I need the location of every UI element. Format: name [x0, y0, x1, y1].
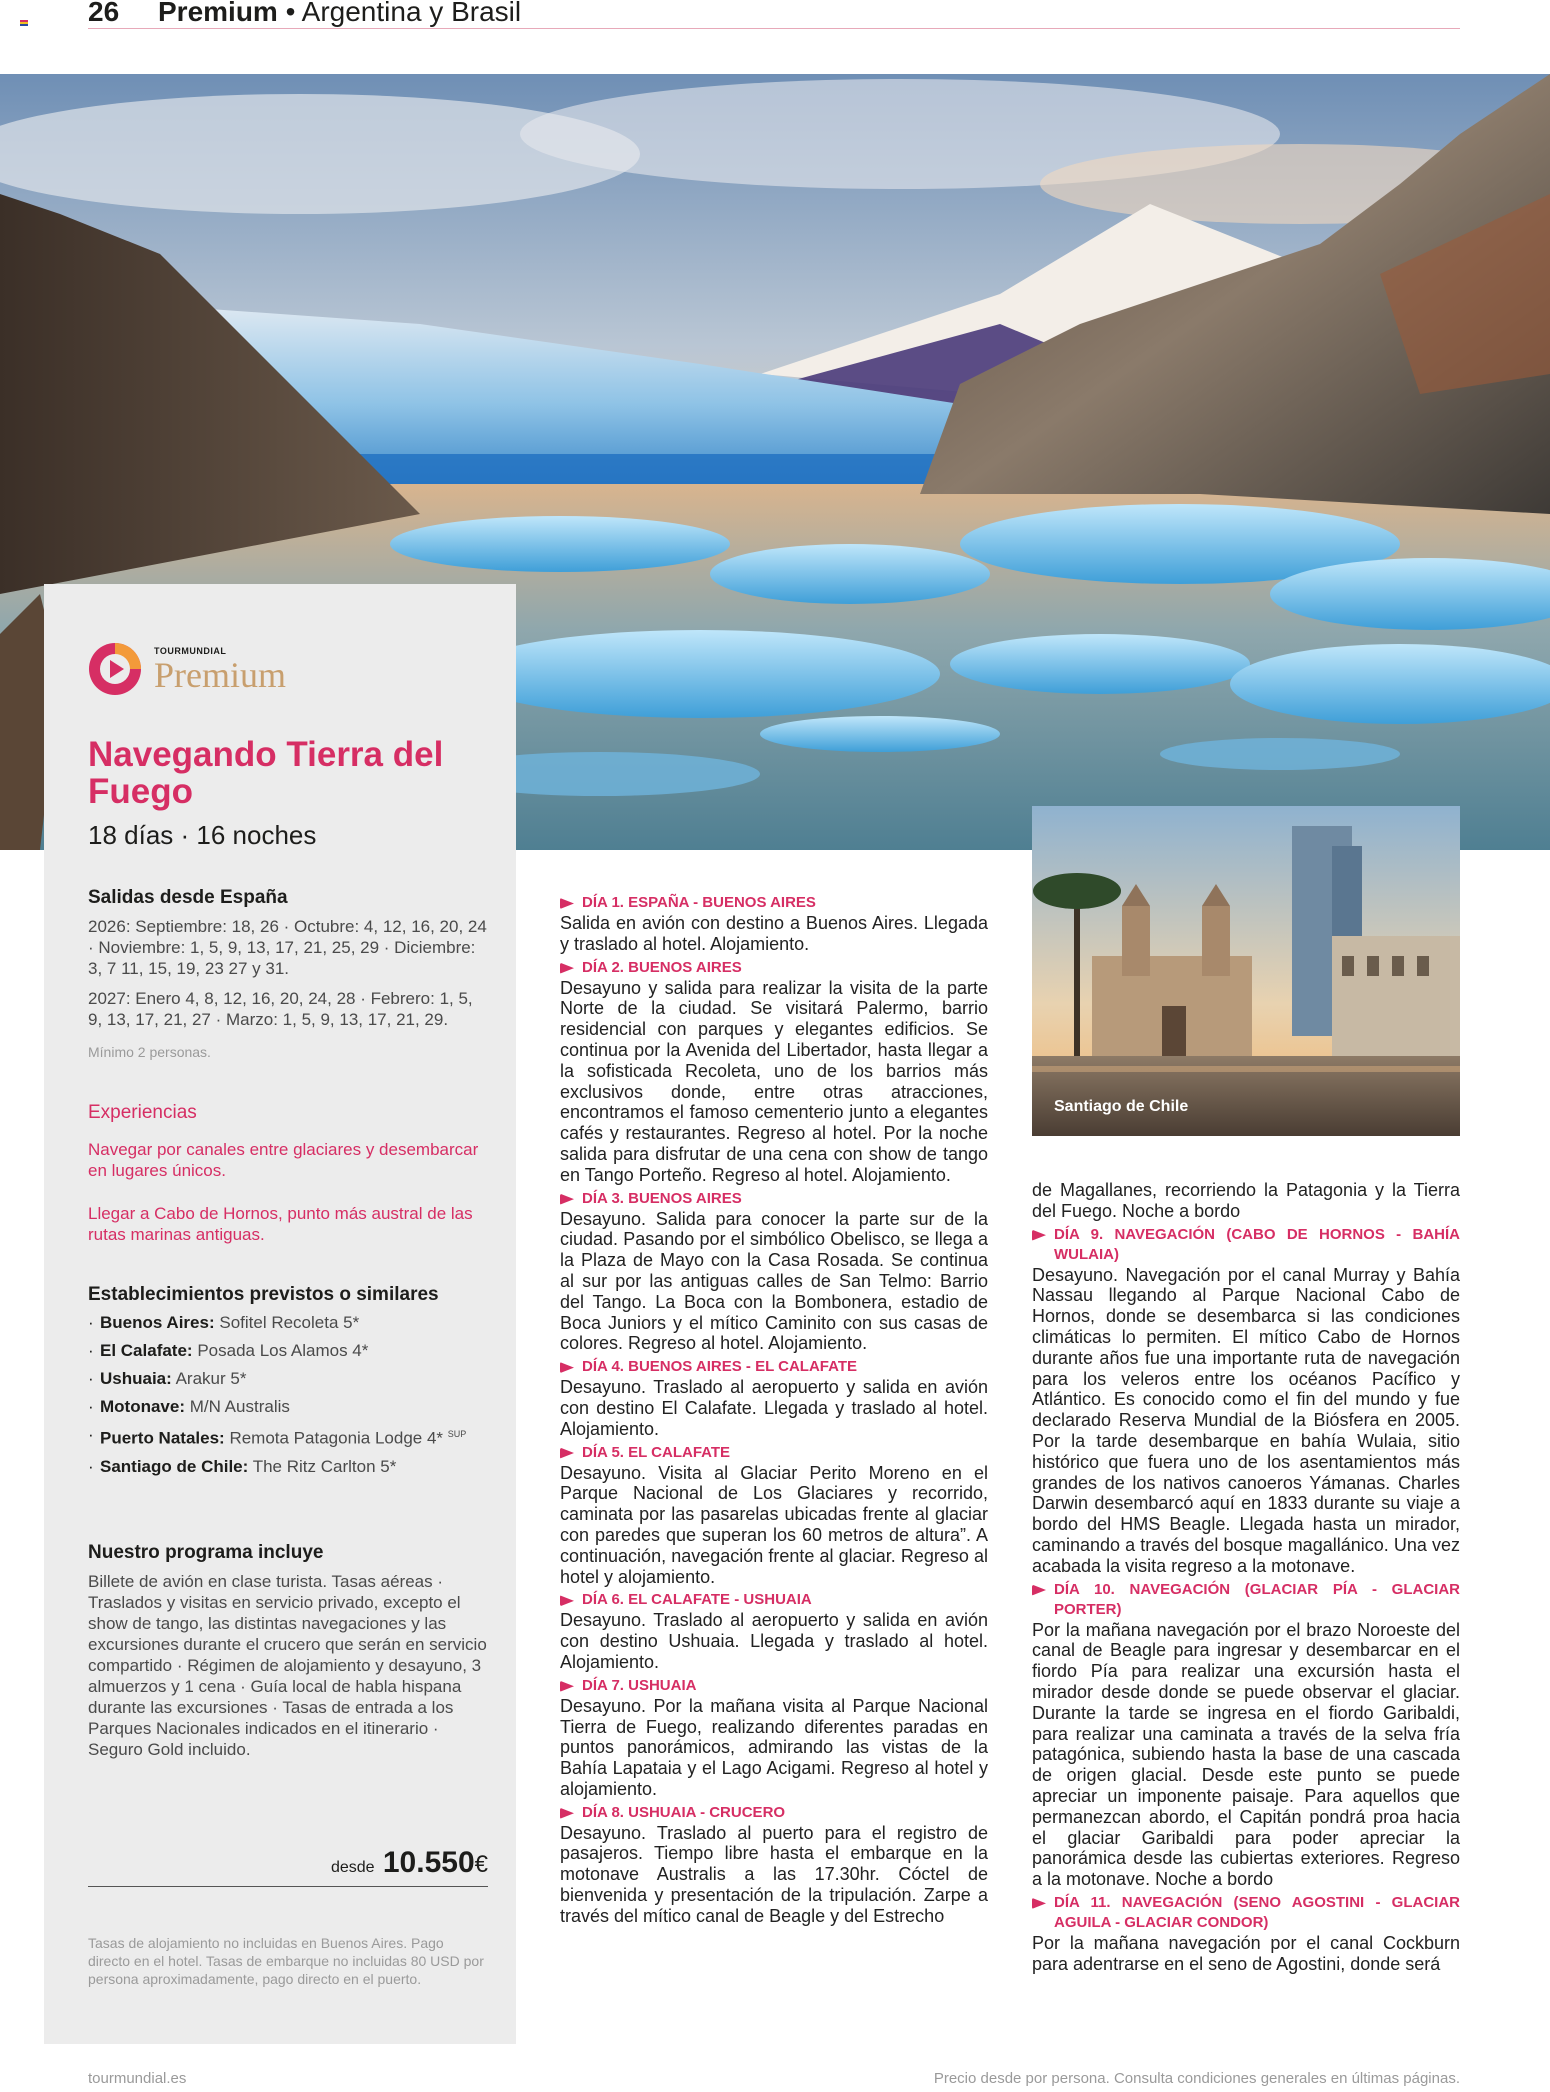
- day-title: [560, 1443, 988, 1463]
- experience-item: Navegar por canales entre glaciares y desembarcar en lugares únicos.: [88, 1140, 479, 1180]
- day-text: Por la mañana navegación por el brazo Noroeste del canal de Beagle para ingresar y desembarcar en el fiordo Pía para realizar una excursión hasta el mirador desde donde se puede observar el glaciar. Durante la tarde se ingresa en el fiordo Garibaldi, para realizar una caminata a través de la selva fría patagónica, subiendo hasta la base de una cascada de origen glacial. Desde este punto se puede apreciar un imponente paisaje. Para aquellos que permanezcan abordo, el Capitán pondrá proa hacia el glaciar Garibaldi para poder apreciar la panorámica desde las cubiertas exteriores. Regreso a la motonave. Noche a bordo: [1032, 1619, 1460, 1890]
- day-text: Desayuno. Traslado al aeropuerto y salida en avión con destino Ushuaia. Llegada y traslado al hotel. Alojamiento.: [560, 1610, 988, 1672]
- trip-duration: 18 días · 16 noches: [88, 820, 317, 850]
- day-text: de Magallanes, recorriendo la Patagonia y la Tierra del Fuego. Noche a bordo: [1032, 1180, 1460, 1221]
- price-from: desde: [330, 1859, 375, 1876]
- itinerary-column-1: [560, 890, 988, 1929]
- hotel-name: Remota Patagonia Lodge 4*: [229, 1428, 444, 1448]
- itinerary-day: [560, 893, 988, 955]
- photo-caption: Santiago de Chile: [1054, 1098, 1189, 1115]
- hotel-city: Buenos Aires:: [100, 1313, 215, 1332]
- day-title: [560, 1357, 988, 1377]
- day-title: [560, 1803, 988, 1823]
- day-text: Desayuno y salida para realizar la visita de la parte Norte de la ciudad. Se visitará Palermo, barrio residencial con parques y elegantes edificios. Se continua por la Avenida del Libertador, hasta llegar a la sofisticada Recoleta, uno de los barrios más exclusivos donde, entre otras atracciones, encontramos el famoso cementerio junto a elegantes cafés y restaurantes. Regreso al hotel. Por la noche salida para disfrutar de una cena con show de tango en Tango Porteño. Regreso al hotel. Alojamiento.: [560, 977, 988, 1185]
- day-text: Desayuno. Traslado al puerto para el registro de pasajeros. Tiempo libre hasta el embarque en la motonave Australis a las 17.30hr. Cóctel de bienvenida y presentación de la tripulación. Zarpe a través del mítico canal de Beagle y del Estrecho: [560, 1822, 988, 1926]
- header-separator: •: [285, 0, 296, 27]
- day-title-text: DÍA 3. BUENOS AIRES: [582, 1189, 742, 1207]
- hotel-name: Posada Los Alamos 4*: [197, 1341, 369, 1360]
- day-title: [560, 1676, 988, 1696]
- departures-2026: 2026: Septiembre: 18, 26 · Octubre: 4, 12, 16, 20, 24 · Noviembre: 1, 5, 9, 13, 17, 21, 25, 29 · Diciembre: 3, 7 11, 15, 19, 23 27 y 31.: [88, 917, 487, 978]
- price: [88, 1846, 488, 1880]
- triangle-bullet-icon: [560, 1194, 574, 1205]
- hotel-name: The Ritz Carlton 5*: [252, 1456, 397, 1476]
- itinerary-day: [560, 1189, 988, 1355]
- itinerary-column-2: [1032, 1180, 1460, 1977]
- triangle-bullet-icon: [1032, 1230, 1046, 1241]
- experience-item: Llegar a Cabo de Hornos, punto más austral de las rutas marinas antiguas.: [88, 1204, 473, 1244]
- header-destination: Argentina y Brasil: [301, 0, 522, 27]
- itinerary-day: [1032, 1180, 1460, 1222]
- itinerary-day: [1032, 1225, 1460, 1577]
- day-title: [1032, 1893, 1460, 1933]
- hotel-item: [88, 1396, 488, 1417]
- page-header-title: [158, 0, 521, 28]
- experiences-heading: Experiencias: [88, 1102, 197, 1123]
- itinerary-day: [560, 1357, 988, 1439]
- itinerary-day: [560, 1443, 988, 1588]
- day-title: [560, 1189, 988, 1209]
- minimum-persons: Mínimo 2 personas.: [88, 1044, 211, 1060]
- triangle-bullet-icon: [560, 1362, 574, 1373]
- hotel-city: Santiago de Chile:: [100, 1456, 249, 1476]
- hotel-name: Sofitel Recoleta 5*: [219, 1313, 360, 1332]
- hotel-city: Ushuaia:: [100, 1369, 172, 1388]
- day-title-text: DÍA 4. BUENOS AIRES - EL CALAFATE: [582, 1358, 858, 1376]
- day-title-text: DÍA 7. USHUAIA: [582, 1676, 697, 1694]
- hotels-heading: Establecimientos previstos o similares: [88, 1284, 439, 1305]
- page-header: [88, 0, 1460, 29]
- includes-heading: Nuestro programa incluye: [88, 1542, 324, 1563]
- triangle-bullet-icon: [560, 1681, 574, 1692]
- hotel-item: [88, 1456, 488, 1477]
- day-title: [1032, 1225, 1460, 1265]
- santiago-photo: [1032, 806, 1460, 1136]
- day-text: Desayuno. Traslado al aeropuerto y salida en avión con destino El Calafate. Llegada y traslado al hotel. Alojamiento.: [560, 1377, 988, 1439]
- itinerary-day: [560, 958, 988, 1186]
- divider: [88, 1886, 488, 1887]
- price-notes: Tasas de alojamiento no incluidas en Buenos Aires. Pago directo en el hotel. Tasas de embarque no incluidas 80 USD por persona aproximadamente, pago directo en el puerto.: [88, 1935, 484, 1987]
- triangle-bullet-icon: [560, 963, 574, 974]
- triangle-bullet-icon: [560, 898, 574, 909]
- itinerary-day: [560, 1590, 988, 1672]
- triangle-bullet-icon: [1032, 1898, 1046, 1909]
- tourmundial-premium-logo: [88, 636, 328, 700]
- hotel-item: [88, 1340, 488, 1361]
- departures-2027: 2027: Enero 4, 8, 12, 16, 20, 24, 28 · Febrero: 1, 5, 9, 13, 17, 21, 27 · Marzo: 1, 5, 9, 13, 17, 21, 29.: [88, 989, 473, 1029]
- itinerary-day: [560, 1803, 988, 1927]
- day-text: Desayuno. Por la mañana visita al Parque Nacional Tierra de Fuego, realizando diferentes paradas en puntos panorámicos, admirando las vistas de la Bahía Lapataia y el Lago Acigami. Regreso al hotel y alojamiento.: [560, 1695, 988, 1799]
- day-title: [560, 958, 988, 978]
- hotel-city: Motonave:: [100, 1397, 185, 1416]
- day-title-text: DÍA 2. BUENOS AIRES: [582, 958, 742, 976]
- itinerary-day: [1032, 1893, 1460, 1975]
- footer-website: tourmundial.es: [88, 2070, 187, 2087]
- day-text: Salida en avión con destino a Buenos Aires. Llegada y traslado al hotel. Alojamiento.: [560, 913, 988, 954]
- hotel-item: [88, 1312, 488, 1333]
- day-title-text: DÍA 5. EL CALAFATE: [582, 1443, 731, 1461]
- triangle-bullet-icon: [560, 1448, 574, 1459]
- day-text: Por la mañana navegación por el canal Cockburn para adentrarse en el seno de Agostini, donde será: [1032, 1932, 1460, 1974]
- day-text: Desayuno. Visita al Glaciar Perito Moreno en el Parque Nacional de Los Glaciares y recorrido, caminata por las pasarelas ubicadas frente al glaciar con paredes que superan los 60 metros de altura”. A continuación, navegación frente al glaciar. Regreso al hotel y alojamiento.: [560, 1462, 988, 1587]
- itinerary-day: [1032, 1580, 1460, 1890]
- price-amount: 10.550: [382, 1846, 475, 1879]
- footer-disclaimer: Precio desde por persona. Consulta condiciones generales en últimas páginas.: [933, 2070, 1460, 2087]
- triangle-bullet-icon: [1032, 1585, 1046, 1596]
- day-text: Desayuno. Navegación por el canal Murray y Bahía Nassau llegando al Parque Nacional Cabo de Hornos, donde se desembarca si las condiciones climáticas lo permiten. El mítico Cabo de Hornos durante años fue una importante ruta de navegación para los veleros entre los océanos Pacífico y Atlántico. Es conocido como el fin del mundo y fue declarado Reserva Mundial de la Biósfera en 2005. Por la tarde desembarque en bahía Wulaia, sitio histórico que fuera uno de los asentamientos más grandes de los nativos canoeros Yámanas. Charles Darwin desembarcó aquí en 1833 durante su viaje a bordo del HMS Beagle. Llegada hasta un mirador, caminando a través del bosque magallánico. Una vez acabada la visita regreso a la motonave.: [1032, 1264, 1460, 1576]
- day-title-text: DÍA 8. USHUAIA - CRUCERO: [582, 1803, 786, 1821]
- logo-circle-icon: [88, 642, 142, 696]
- day-title: [560, 893, 988, 913]
- day-title: [1032, 1580, 1460, 1620]
- hotel-city: El Calafate:: [100, 1341, 193, 1360]
- header-section: Premium: [158, 0, 278, 27]
- includes-text: Billete de avión en clase turista. Tasas aéreas · Traslados y visitas en servicio privado, excepto el show de tango, las distintas navegaciones y las excursiones durante el crucero que serán en servicio compartido · Régimen de alojamiento y desayuno, 3 almuerzos y 1 cena · Guía local de habla hispana durante las excursiones · Tasas de entrada a los Parques Nacionales indicados en el itinerario · Seguro Gold incluido.: [88, 1572, 487, 1759]
- day-title-text: DÍA 6. EL CALAFATE - USHUAIA: [582, 1591, 812, 1609]
- logo-small-text: TOURMUNDIAL: [154, 646, 227, 656]
- departures-heading: Salidas desde España: [88, 887, 288, 908]
- hotel-name: M/N Australis: [189, 1397, 290, 1416]
- trip-title: Navegando Tierra del Fuego: [88, 735, 444, 811]
- hotel-name: Arakur 5*: [175, 1369, 247, 1388]
- hotel-item: [88, 1424, 488, 1449]
- triangle-bullet-icon: [560, 1808, 574, 1819]
- trip-info-panel: [44, 584, 516, 2044]
- price-currency: €: [474, 1851, 488, 1878]
- day-title-text: DÍA 10. NAVEGACIÓN (GLACIAR PÍA - GLACIAR PORTER): [1054, 1580, 1460, 1618]
- hotel-sup: SUP: [447, 1429, 467, 1439]
- hotels-list: [88, 1312, 488, 1484]
- triangle-bullet-icon: [560, 1595, 574, 1606]
- flag-icon: [20, 20, 28, 26]
- hotel-city: Puerto Natales:: [100, 1428, 225, 1448]
- logo-premium-text: Premium: [154, 655, 286, 695]
- day-title: [560, 1590, 988, 1610]
- day-title-text: DÍA 11. NAVEGACIÓN (SENO AGOSTINI - GLACIAR AGUILA - GLACIAR CONDOR): [1054, 1893, 1460, 1931]
- day-text: Desayuno. Salida para conocer la parte sur de la ciudad. Pasando por el simbólico Obelisco, se llega a la Plaza de Mayo con la Casa Rosada. Se continua al sur por las antiguas calles de San Telmo: Barrio del Tango. La Boca con la Bombonera, estadio de Boca Juniors y el mítico Caminito con sus casas de colores. Regreso al hotel. Alojamiento.: [560, 1208, 988, 1354]
- itinerary-day: [560, 1676, 988, 1800]
- day-title-text: DÍA 9. NAVEGACIÓN (CABO DE HORNOS - BAHÍA WULAIA): [1054, 1225, 1460, 1263]
- day-title-text: DÍA 1. ESPAÑA - BUENOS AIRES: [582, 894, 816, 911]
- hotel-item: [88, 1368, 488, 1389]
- page-number: 26: [88, 0, 120, 27]
